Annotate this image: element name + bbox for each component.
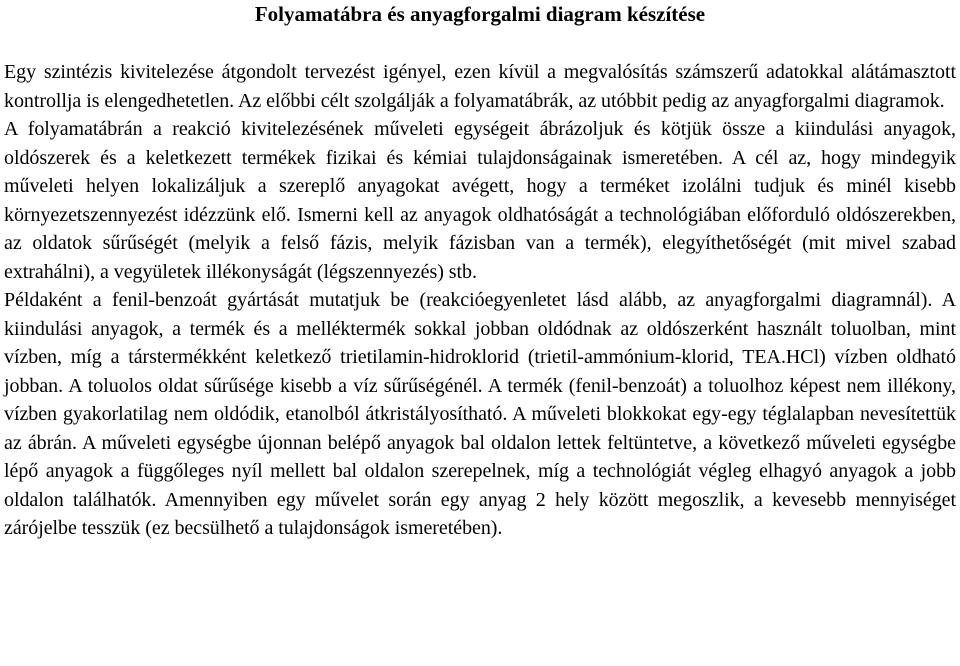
paragraph-flowchart: A folyamatábrán a reakció kivitelezésének műveleti egységeit ábrázoljuk és kötjük össze a kiindulási anyagok, oldószerek és a keletkezett termékek fizikai és kémiai tulajdonságainak ismeretében. A cél az, hogy mindegyik műveleti helyen lokalizáljuk a szereplő anyagokat avégett, hogy a terméket izolálni tudjuk és minél kisebb környezetszennyezést idézzünk elő. Ismerni kell az anyagok oldhatóságát a technológiában előforduló oldószerekben, az oldatok sűrűségét (melyik a felső fázis, melyik fázisban van a termék), elegyíthetőségét (mit mivel szabad extrahálni), a vegyületek illékonyságát (légszennyezés) stb. [4,118,956,283]
document-body [4,58,956,543]
paragraph-example: Példaként a fenil-benzoát gyártását mutatjuk be (reakcióegyenletet lásd alább, az anyagforgalmi diagramnál). A kiindulási anyagok, a termék és a melléktermék sokkal jobban oldódnak az oldószerként használt toluolban, mint vízben, míg a társtermékként keletkező trietilamin-hidroklorid (trietil-ammónium-klorid, TEA.HCl) vízben oldható jobban. A toluolos oldat sűrűsége kisebb a víz sűrűségénél. A termék (fenil-benzoát) a toluolhoz képest nem illékony, vízben gyakorlatilag nem oldódik, etanolból átkristályosítható. A műveleti blokkokat egy-egy téglalapban nevesítettük az ábrán. A műveleti egységbe újonnan belépő anyagok bal oldalon lettek feltüntetve, a következő műveleti egységbe lépő anyagok a függőleges nyíl mellett bal oldalon szerepelnek, míg a technológiát végleg elhagyó anyagok a jobb oldalon találhatók. Amennyiben egy művelet során egy anyag 2 hely között megoszlik, a kevesebb mennyiséget zárójelbe tesszük (ez becsülhető a tulajdonságok ismeretében). [4,289,956,539]
paragraph-intro: Egy szintézis kivitelezése átgondolt tervezést igényel, ezen kívül a megvalósítás számszerű adatokkal alátámasztott kontrollja is elengedhetetlen. Az előbbi célt szolgálják a folyamatábrák, az utóbbit pedig az anyagforgalmi diagramok. [4,61,956,112]
document-title: Folyamatábra és anyagforgalmi diagram készítése [254,2,706,26]
